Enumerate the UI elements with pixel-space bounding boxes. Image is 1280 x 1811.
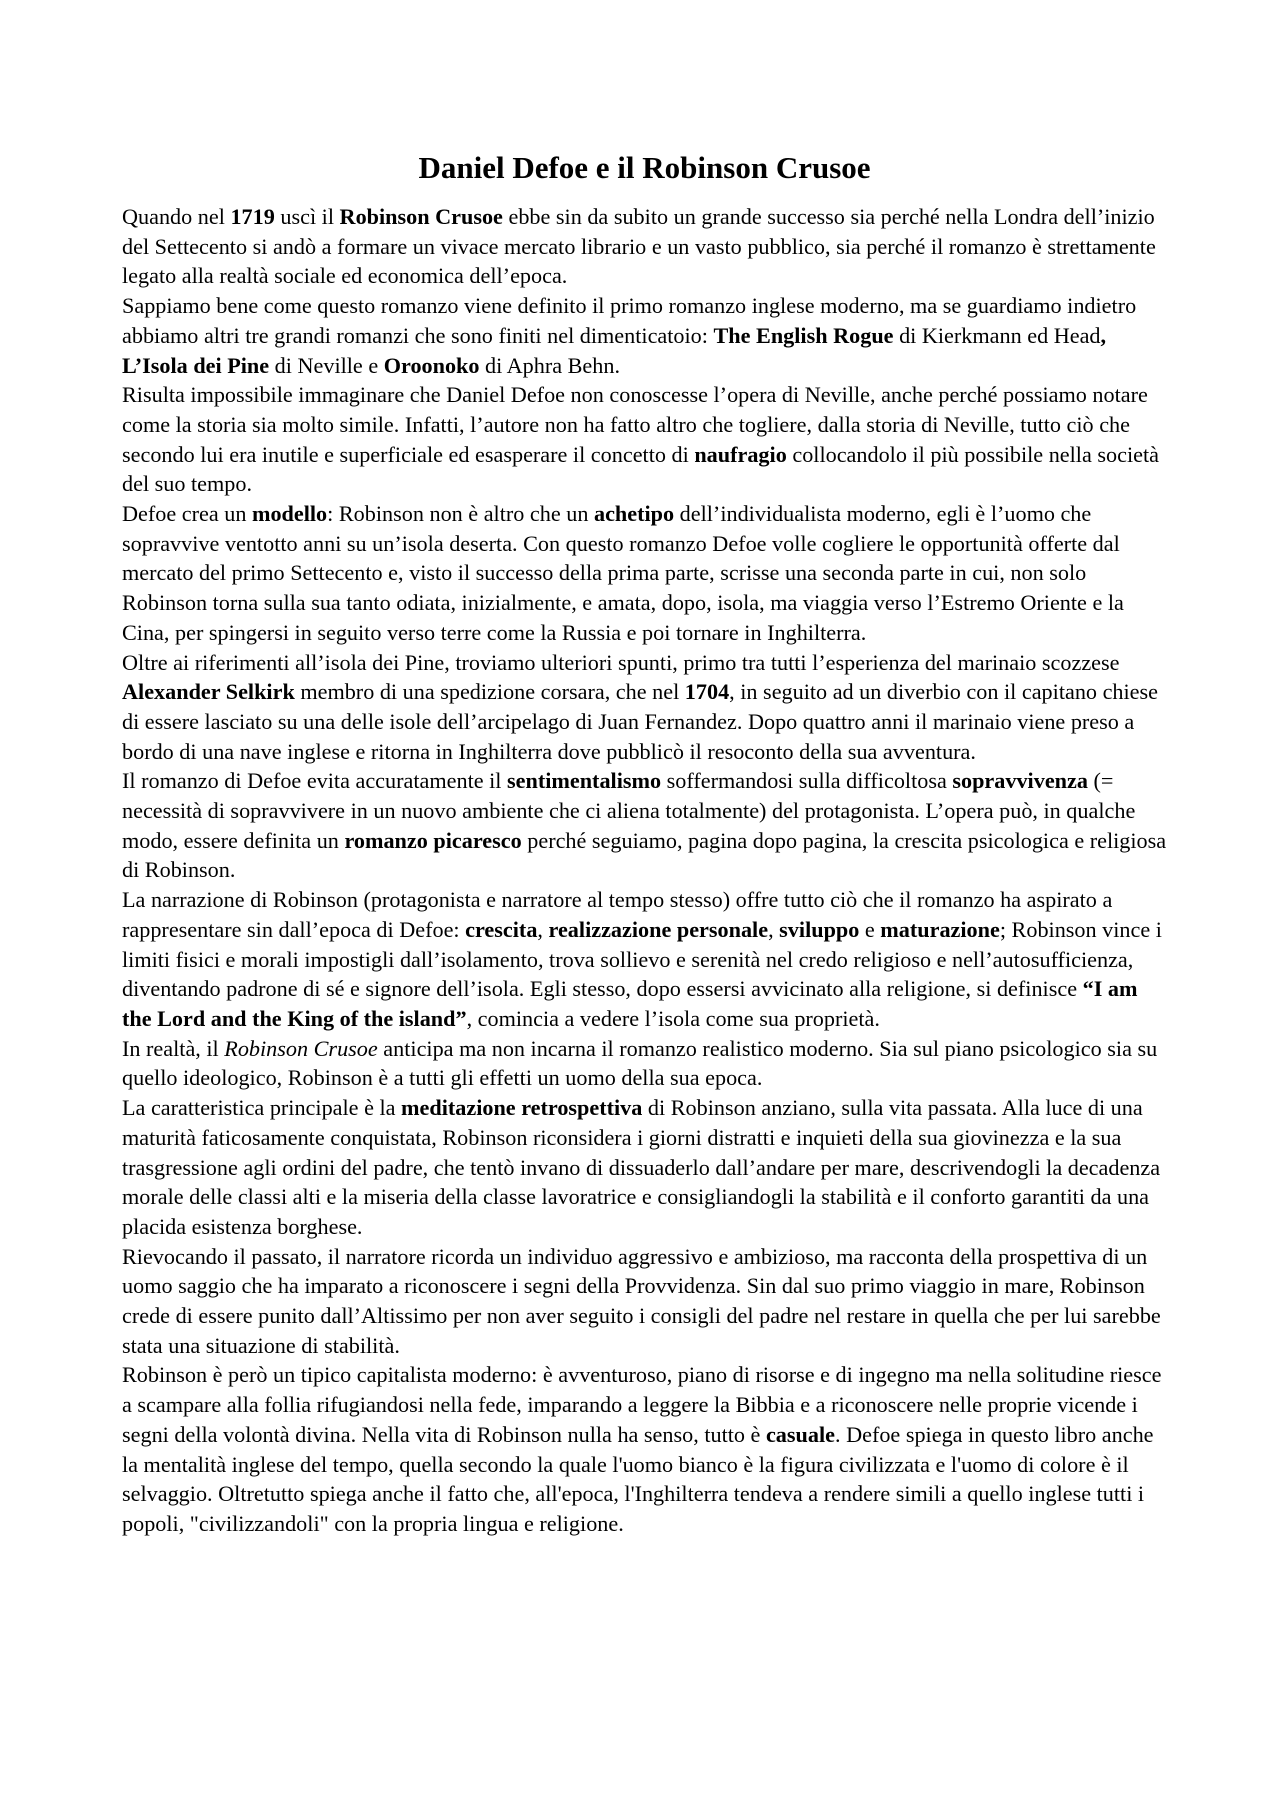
text-run: Quando nel	[122, 204, 231, 229]
text-run: Risulta impossibile immaginare che Daniel Defoe non conoscesse l’opera di Neville, anche perché possiamo notare come la storia sia molto simile. Infatti, l’autore non ha fatto altro che togliere, dalla storia di Neville, tutto ciò che secondo lui era inutile e superficiale ed esasperare il concetto di	[122, 382, 1148, 467]
paragraph	[122, 885, 1167, 1034]
bold-text: Robinson Crusoe	[339, 204, 503, 229]
paragraph	[122, 499, 1167, 648]
text-run: di Kierkmann ed Head	[893, 322, 1101, 348]
bold-text: Alexander Selkirk	[122, 679, 295, 705]
bold-text: sviluppo	[779, 916, 860, 942]
bold-text: romanzo picaresco	[344, 827, 522, 853]
bold-text: meditazione retrospettiva	[401, 1095, 643, 1121]
document-body	[122, 202, 1167, 1539]
document-page	[122, 148, 1167, 1539]
paragraph	[122, 1360, 1167, 1538]
bold-text: achetipo	[593, 501, 675, 527]
bold-text: realizzazione personale	[548, 916, 769, 942]
text-run: (= necessità di sopravvivere in un nuovo ambiente che ci aliena totalmente) del protagonista. L’opera può, in qualche modo, essere definita un	[122, 768, 1136, 853]
text-run: collocandolo il più possibile nella società del suo tempo.	[122, 441, 1159, 497]
bold-text: 1704	[684, 679, 730, 705]
text-run: In realtà, il	[122, 1035, 225, 1061]
text-run: membro di una spedizione corsara, che nel	[294, 679, 685, 705]
paragraph	[122, 291, 1167, 380]
text-run: ,	[537, 916, 549, 942]
bold-text: modello	[251, 501, 328, 527]
text-run: perché seguiamo, pagina dopo pagina, la crescita psicologica e religiosa di Robinson.	[122, 827, 1167, 883]
bold-text: crescita	[465, 916, 538, 942]
bold-text: The English Rogue	[713, 322, 894, 348]
text-run: : Robinson non è altro che un	[327, 501, 594, 527]
paragraph	[122, 1093, 1167, 1242]
paragraph	[122, 1034, 1167, 1093]
text-run: Il romanzo di Defoe evita accuratamente il	[122, 768, 508, 794]
text-run: La narrazione di Robinson (protagonista e narratore al tempo stesso) offre tutto ciò che il romanzo ha aspirato a rappresentare sin dall’epoca di Defoe:	[122, 887, 1113, 942]
text-run: soffermandosi sulla difficoltosa	[661, 768, 953, 794]
text-run: Robinson è però un tipico capitalista moderno: è avventuroso, piano di risorse e di ingegno ma nella solitudine riesce a scampare alla follia rifugiandosi nella fede, imparando a leggere la Bibbia e a riconoscere nelle proprie vicende i segni della volontà divina. Nella vita di Robinson nulla ha senso, tutto è	[122, 1362, 1162, 1447]
text-run: ,	[768, 916, 780, 942]
bold-text: “I am the Lord and the King of the island”	[122, 976, 1138, 1031]
text-run: ; Robinson vince i limiti fisici e morali impostigli dall’isolamento, trova sollievo e serenità nel credo religioso e nell’autosufficienza, diventando padrone di sé e signore dell’isola. Egli stesso, dopo essersi avvicinato alla religione, si definisce	[122, 916, 1162, 1002]
text-run: dell’individualista moderno, egli è l’uomo che sopravvive ventotto anni su un’isola deserta. Con questo romanzo Defoe volle cogliere le opportunità offerte dal mercato del primo Settecento e, visto il successo della prima parte, scrisse una seconda parte in cui, non solo Robinson torna sulla sua tanto odiata, inizialmente, e amata, dopo, isola, ma viaggia verso l’Estremo Oriente e la Cina, per spingersi in seguito verso terre come la Russia e poi tornare in Inghilterra.	[122, 501, 1124, 645]
paragraph	[122, 766, 1167, 885]
bold-text: 1719	[230, 204, 275, 229]
text-run: . Defoe spiega in questo libro anche la mentalità inglese del tempo, quella secondo la quale l'uomo bianco è la figura civilizzata e l'uomo di colore è il selvaggio. Oltretutto spiega anche il fatto che, all'epoca, l'Inghilterra tendeva a rendere simili a quello inglese tutti i popoli, "civilizzandoli" con la propria lingua e religione.	[122, 1421, 1154, 1536]
bold-text: sentimentalismo	[507, 768, 662, 794]
text-run: Rievocando il passato, il narratore ricorda un individuo aggressivo e ambizioso, ma racconta della prospettiva di un uomo saggio che ha imparato a riconoscere i segni della Provvidenza. Sin dal suo primo viaggio in mare, Robinson crede di essere punito dall’Altissimo per non aver seguito i consigli del padre nel restare in quella che per lui sarebbe stata una situazione di stabilità.	[122, 1243, 1161, 1358]
bold-text: Oroonoko	[383, 352, 480, 378]
paragraph	[122, 648, 1167, 767]
bold-text: maturazione	[880, 916, 1000, 942]
paragraph	[122, 380, 1167, 499]
text-run: ebbe sin da subito un grande successo sia perché nella Londra dell’inizio del Settecento si andò a formare un vivace mercato librario e un vasto pubblico, sia perché il romanzo è strettamente legato alla realtà sociale ed economica dell’epoca.	[122, 204, 1156, 289]
text-run: La caratteristica principale è la	[122, 1095, 402, 1121]
paragraph	[122, 202, 1167, 291]
bold-text: , L’Isola dei Pine	[122, 322, 1107, 378]
text-run: di Aphra Behn.	[479, 352, 621, 378]
text-run: di Robinson anziano, sulla vita passata. Alla luce di una maturità faticosamente conquistata, Robinson riconsidera i giorni distratti e inquieti della sua giovinezza e la sua trasgressione agli ordini del padre, che tentò invano di dissuaderlo dall’andare per mare, descrivendogli la decadenza morale delle classi alti e la miseria della classe lavoratrice e consigliandogli la stabilità e il conforto garantiti da una placida esistenza borghese.	[122, 1095, 1161, 1239]
text-run: Sappiamo bene come questo romanzo viene definito il primo romanzo inglese moderno, ma se guardiamo indietro abbiamo altri tre grandi romanzi che sono finiti nel dimenticatoio:	[122, 293, 1137, 348]
text-run: anticipa ma non incarna il romanzo realistico moderno. Sia sul piano psicologico sia su quello ideologico, Robinson è a tutti gli effetti un uomo della sua epoca.	[122, 1035, 1158, 1091]
text-run: Oltre ai riferimenti all’isola dei Pine, troviamo ulteriori spunti, primo tra tutti l’esperienza del marinaio scozzese	[122, 649, 1120, 675]
document-title: Daniel Defoe e il Robinson Crusoe	[418, 150, 871, 185]
text-run: uscì il	[274, 204, 340, 229]
bold-text: casuale	[765, 1421, 835, 1447]
italic-text: Robinson Crusoe	[224, 1035, 378, 1061]
text-run: di Neville e	[269, 352, 384, 378]
bold-text: naufragio	[694, 441, 787, 467]
text-run: e	[859, 916, 881, 942]
paragraph	[122, 1242, 1167, 1361]
text-run: , comincia a vedere l’isola come sua proprietà.	[466, 1005, 880, 1031]
bold-text: sopravvivenza	[952, 768, 1088, 794]
text-run: Defoe crea un	[122, 501, 252, 527]
text-run: , in seguito ad un diverbio con il capitano chiese di essere lasciato su una delle isole dell’arcipelago di Juan Fernandez. Dopo quattro anni il marinaio viene preso a bordo di una nave inglese e ritorna in Inghilterra dove pubblicò il resoconto della sua avventura.	[122, 679, 1158, 764]
